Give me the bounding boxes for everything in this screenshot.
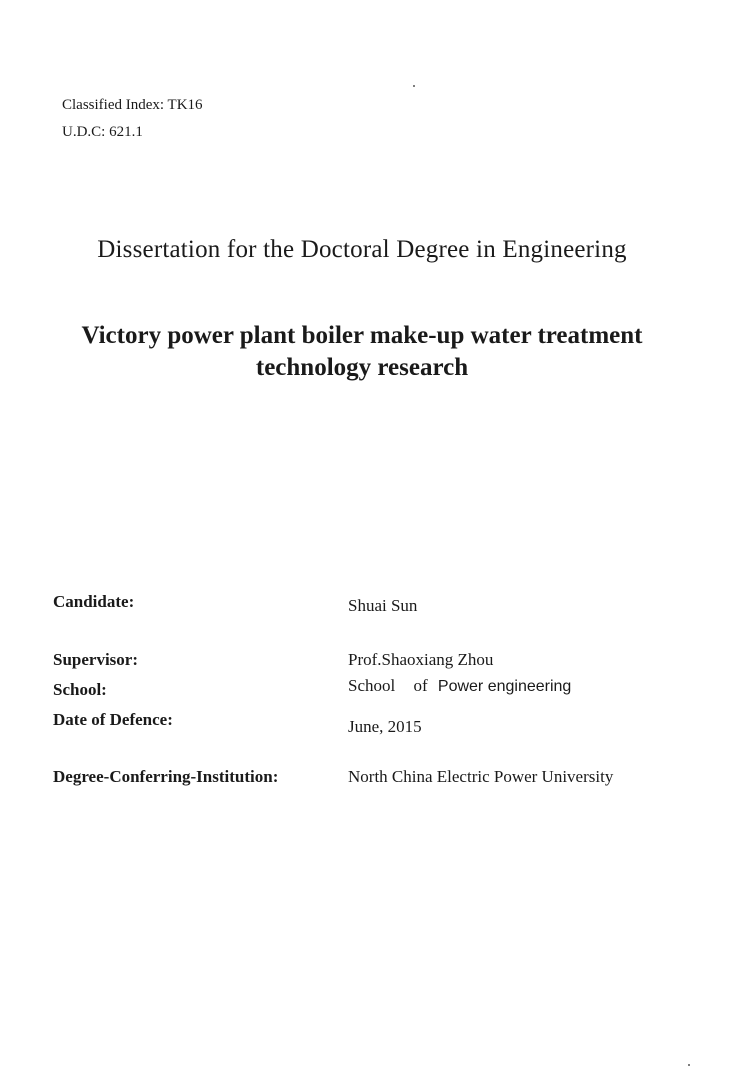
school-label: School: bbox=[53, 680, 107, 699]
institution-value: North China Electric Power University bbox=[348, 767, 614, 786]
institution-label: Degree-Conferring-Institution: bbox=[53, 767, 279, 786]
school-value-prefix: School of bbox=[348, 676, 428, 695]
supervisor-value: Prof.Shaoxiang Zhou bbox=[348, 650, 494, 669]
degree-title: Dissertation for the Doctoral Degree in Engineering bbox=[97, 236, 627, 263]
candidate-label: Candidate: bbox=[53, 592, 135, 611]
candidate-value: Shuai Sun bbox=[348, 596, 418, 615]
school-value bbox=[348, 676, 571, 696]
classification-block bbox=[62, 92, 203, 146]
speck-bottom bbox=[688, 1064, 690, 1066]
udc-code: U.D.C: 621.1 bbox=[62, 124, 143, 140]
speck-top bbox=[413, 85, 415, 87]
thesis-title-line1: Victory power plant boiler make-up water treatment bbox=[81, 322, 643, 349]
thesis-title bbox=[0, 320, 724, 384]
defence-value: June, 2015 bbox=[348, 717, 422, 736]
thesis-title-line2: technology research bbox=[255, 354, 469, 381]
supervisor-label: Supervisor: bbox=[53, 650, 138, 669]
defence-label: Date of Defence: bbox=[53, 710, 173, 729]
classified-index: Classified Index: TK16 bbox=[62, 97, 203, 113]
school-value-suffix: Power engineering bbox=[437, 678, 572, 695]
